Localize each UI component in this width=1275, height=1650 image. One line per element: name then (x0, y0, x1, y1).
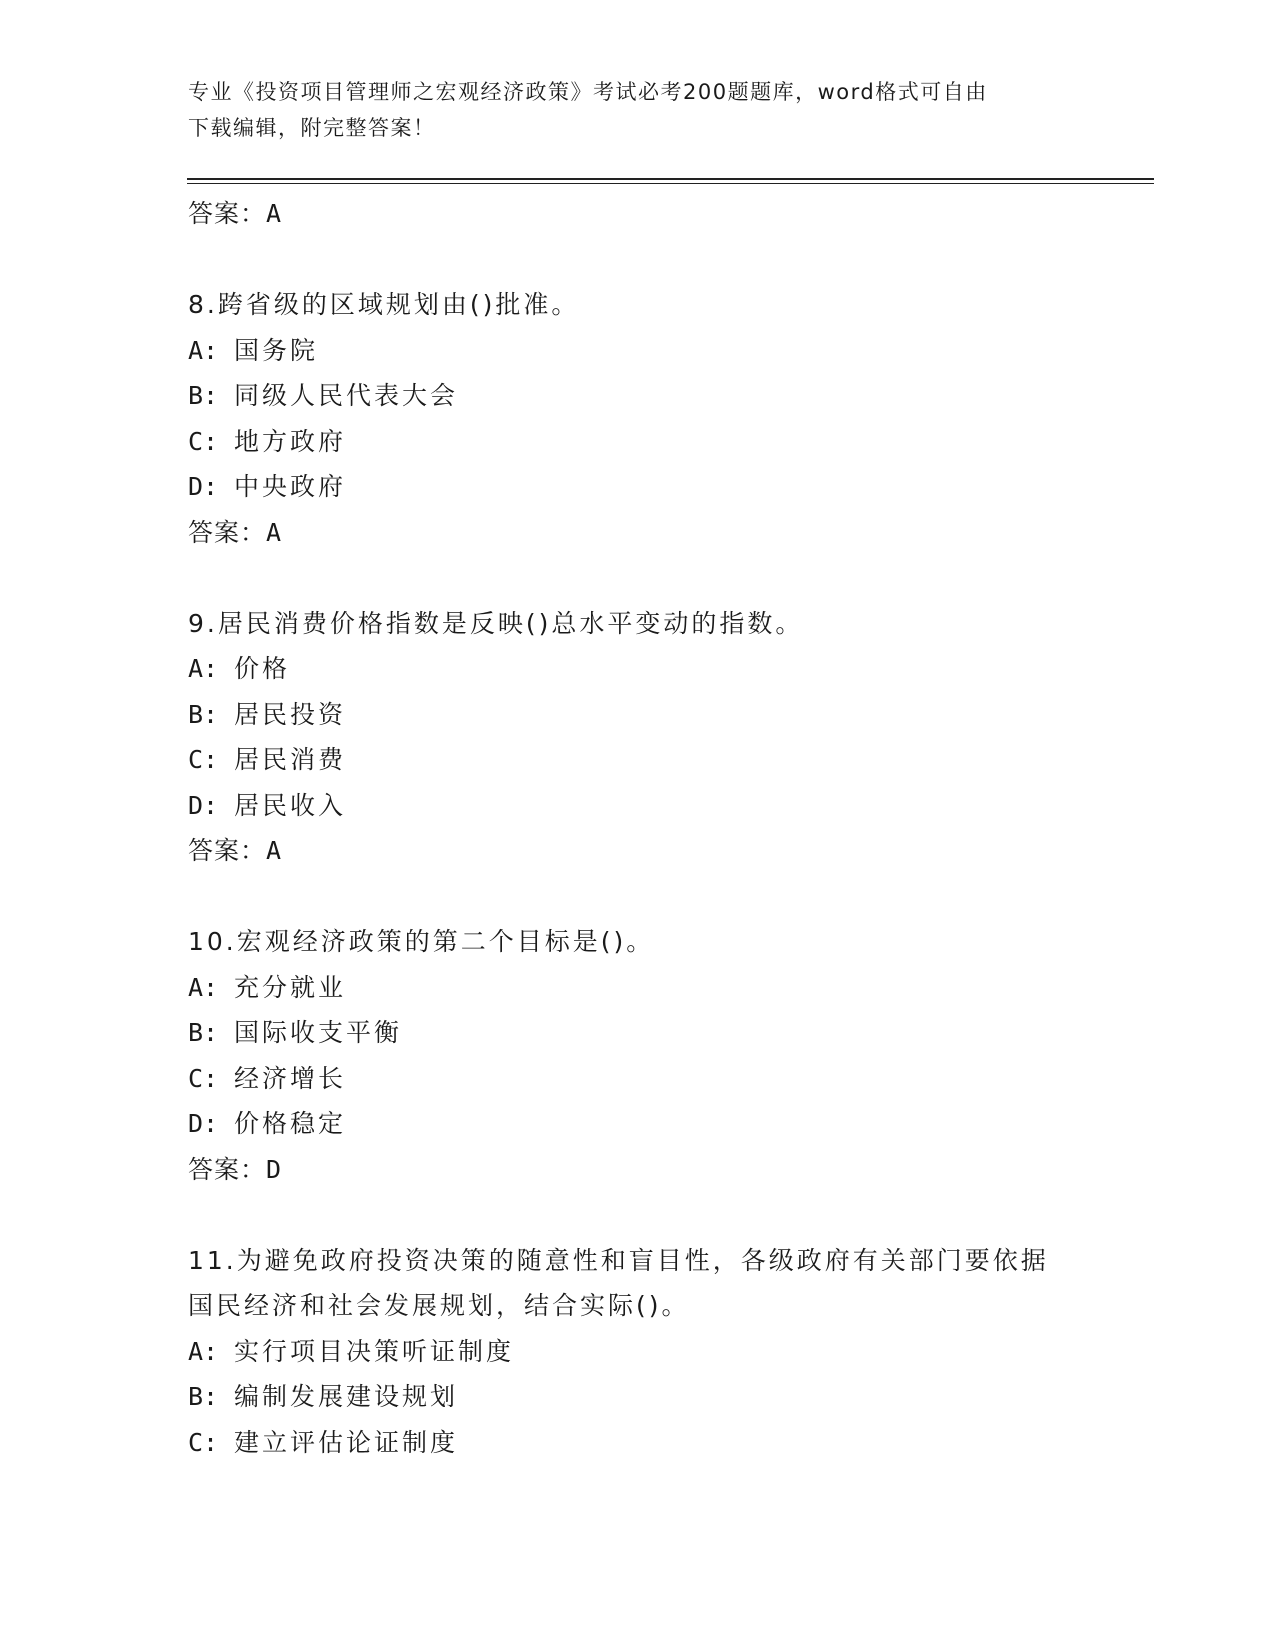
option-d (188, 1101, 1138, 1147)
option-text: 国务院 (234, 335, 319, 365)
option-a (188, 965, 1138, 1011)
question-block (188, 601, 1138, 874)
option-text: 建立评估论证制度 (234, 1427, 459, 1457)
option-text: 编制发展建设规划 (234, 1382, 459, 1411)
question-text-continued: 国民经济和社会发展规划，结合实际()。 (188, 1291, 690, 1320)
option-letter: C: (188, 1063, 219, 1093)
option-text: 价格 (234, 654, 291, 683)
question-text: 10.宏观经济政策的第二个目标是()。 (188, 927, 655, 956)
answer-line (188, 828, 1138, 874)
option-letter: C: (188, 1427, 219, 1457)
question-block (188, 282, 1138, 555)
option-letter: B: (188, 381, 219, 410)
answer-line (188, 510, 1138, 556)
option-text: 经济增长 (234, 1063, 347, 1093)
header-divider-thick (187, 178, 1154, 180)
question-list (188, 191, 1138, 1465)
option-b (188, 1010, 1138, 1056)
option-d (188, 783, 1138, 829)
option-a (188, 1329, 1138, 1375)
option-text: 实行项目决策听证制度 (234, 1336, 515, 1366)
option-c (188, 1420, 1138, 1466)
option-letter: A: (188, 335, 219, 365)
option-b (188, 373, 1138, 419)
question-text: 9.居民消费价格指数是反映()总水平变动的指数。 (188, 608, 804, 638)
answer-line (188, 191, 1138, 237)
option-letter: B: (188, 699, 219, 729)
option-letter: A: (188, 972, 219, 1002)
spacer (188, 555, 1138, 601)
option-letter: D: (188, 1109, 219, 1138)
option-text: 同级人民代表大会 (234, 381, 459, 410)
option-c (188, 419, 1138, 465)
option-c (188, 1056, 1138, 1102)
option-text: 居民收入 (234, 790, 347, 820)
document-header (188, 74, 1068, 146)
answer-value: A (266, 836, 283, 865)
option-text: 充分就业 (234, 972, 347, 1002)
question-text: 11.为避免政府投资决策的随意性和盲目性，各级政府有关部门要依据 (188, 1245, 1049, 1275)
answer-label: 答案： (188, 836, 267, 865)
answer-value: A (266, 199, 283, 228)
option-text: 居民投资 (234, 699, 347, 729)
option-text: 国际收支平衡 (234, 1018, 403, 1047)
option-text: 地方政府 (234, 426, 347, 456)
answer-value: D (266, 1154, 283, 1184)
option-letter: B: (188, 1382, 219, 1411)
header-line-1: 专业《投资项目管理师之宏观经济政策》考试必考200题题库，word格式可自由 (188, 80, 988, 104)
header-line-2: 下载编辑，附完整答案！ (188, 116, 436, 140)
option-a (188, 646, 1138, 692)
question-block (188, 1238, 1138, 1466)
option-text: 价格稳定 (234, 1109, 347, 1138)
option-c (188, 737, 1138, 783)
option-letter: C: (188, 426, 219, 456)
answer-line (188, 1147, 1138, 1193)
option-text: 中央政府 (234, 472, 347, 501)
option-a (188, 328, 1138, 374)
option-letter: D: (188, 472, 219, 501)
option-letter: C: (188, 745, 219, 774)
option-b (188, 1374, 1138, 1420)
option-letter: D: (188, 790, 219, 820)
option-b (188, 692, 1138, 738)
header-divider-thin (187, 183, 1154, 184)
answer-label: 答案： (188, 1154, 267, 1184)
question-block (188, 919, 1138, 1192)
option-letter: B: (188, 1018, 219, 1047)
answer-label: 答案： (188, 517, 267, 547)
option-d (188, 464, 1138, 510)
spacer (188, 237, 1138, 283)
option-letter: A: (188, 654, 219, 683)
spacer (188, 874, 1138, 920)
answer-label: 答案： (188, 199, 267, 228)
answer-value: A (266, 517, 283, 547)
spacer (188, 1192, 1138, 1238)
question-text: 8.跨省级的区域规划由()批准。 (188, 290, 580, 319)
option-text: 居民消费 (234, 745, 347, 774)
option-letter: A: (188, 1336, 219, 1366)
